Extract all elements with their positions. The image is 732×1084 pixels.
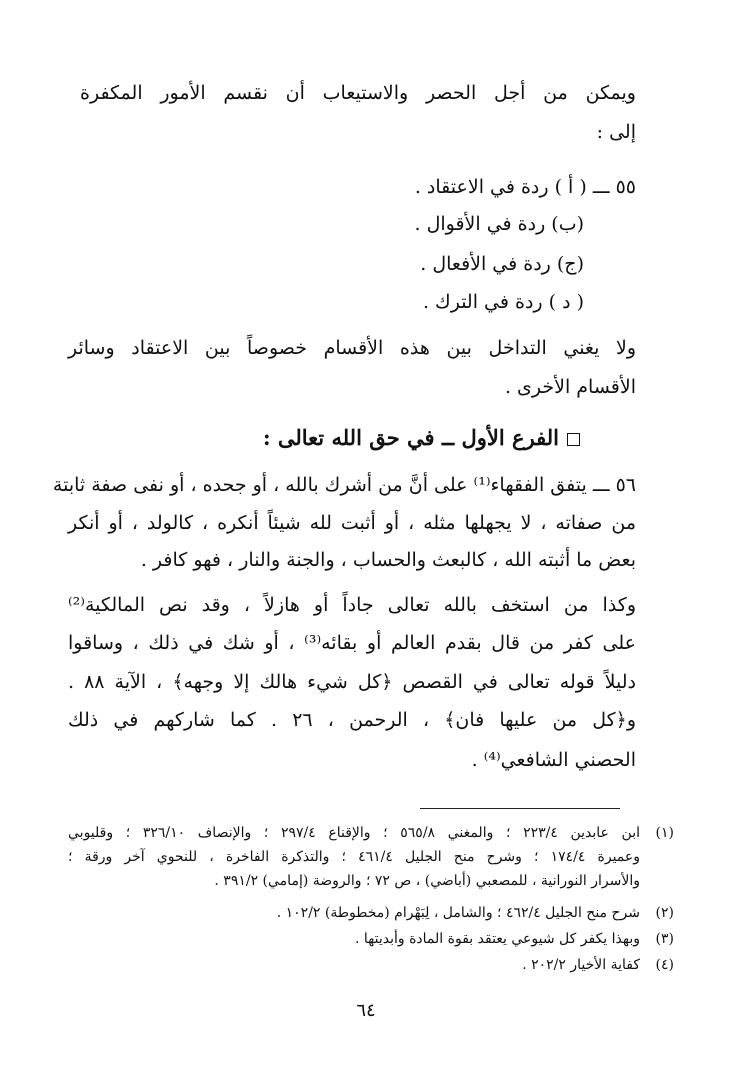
footnote-number: (٣) — [655, 931, 674, 947]
body-line-para2-2: الأقسام الأخرى . — [504, 376, 636, 398]
footnote-1-line-1: (١) ابن عابدين ٢٢٣/٤ ؛ والمغني ٥٦٥/٨ ؛ والإقناع ٢٩٧/٤ ؛ والإنصاف ٣٢٦/١٠ ؛ وقليوبي — [68, 822, 640, 845]
footnote-1-line-3: والأسرار النورانية ، للمصعبي (أباضي) ، ص ٧٢ ؛ والروضة (إمامي) ٣٩١/٢ . — [214, 873, 640, 889]
section-heading: الفرع الأول ــ في حق الله تعالى : — [66, 423, 580, 453]
body-line-p3-3: بعض ما أثبته الله ، كالبعث والحساب ، والجنة والنار ، فهو كافر . — [140, 549, 636, 571]
body-line-para2-1: ولا يغني التداخل بين هذه الأقسام خصوصاً بين الاعتقاد وسائر — [68, 337, 636, 359]
body-line-1: ويمكن من أجل الحصر والاستيعاب أن نقسم الأمور المكفرة — [80, 82, 636, 104]
page-number: ٦٤ — [356, 1000, 376, 1021]
body-line-p3-2: من صفاته ، لا يجهلها مثله ، أو أثبت لله شيئاً أنكره ، كالولد ، أو أنكر — [68, 512, 636, 534]
footnote-1-line-2: وعميرة ١٧٤/٤ ؛ وشرح منح الجليل ٤٦١/٤ ؛ والتذكرة الفاخرة ، للنحوي آخر ورقة ؛ — [68, 849, 640, 865]
item-number: ٥٦ ـــ — [592, 474, 636, 496]
item-56-line-1: ٥٦ ـــ يتفق الفقهاء⁽¹⁾ على أنَّ من أشرك بالله ، أو جحده ، أو نفى صفة ثابتة — [52, 474, 636, 496]
footnote-number: (٢) — [655, 905, 674, 921]
body-line-p4-1: وكذا من استخف بالله تعالى جاداً أو هازلاً ، وقد نص المالكية⁽²⁾ — [68, 594, 636, 616]
item-d: ( د ) ردة في الترك . — [422, 291, 584, 313]
square-bullet-icon — [567, 433, 580, 446]
footnote-divider — [420, 808, 620, 809]
footnote-3: (٣) وبهذا يكفر كل شيوعي يعتقد بقوة المادة وأبديتها . — [70, 928, 640, 951]
footnote-number: (١) — [655, 825, 674, 841]
body-line-p4-5: الحصني الشافعي⁽⁴⁾ . — [471, 749, 636, 771]
item-number: ٥٥ ـــ — [592, 176, 636, 198]
footnote-2: (٢) شرح منح الجليل ٤٦٢/٤ ؛ والشامل ، لِبَهْرام (مخطوطة) ١٠٢/٢ . — [70, 902, 640, 925]
body-line-p4-3: دليلاً قوله تعالى في القصص ﴿كل شيء هالك إلا وجهه﴾ ، الآية ٨٨ . — [68, 671, 636, 693]
item-55-a — [66, 172, 636, 202]
item-text: ( أ ) ردة في الاعتقاد . — [414, 176, 587, 198]
body-line-2: إلى : — [596, 121, 636, 143]
item-c: (ج) ردة في الأفعال . — [420, 253, 584, 275]
body-line-p4-4: و﴿كل من عليها فان﴾ ، الرحمن ، ٢٦ . كما شاركهم في ذلك — [68, 709, 636, 731]
item-b: (ب) ردة في الأقوال . — [414, 213, 584, 235]
footnote-4: (٤) كفاية الأخيار ٢٠٢/٢ . — [70, 954, 640, 977]
footnote-number: (٤) — [655, 957, 674, 973]
body-line-p4-2: على كفر من قال بقدم العالم أو بقائه⁽³⁾ ، أو شك في ذلك ، وساقوا — [68, 632, 637, 654]
